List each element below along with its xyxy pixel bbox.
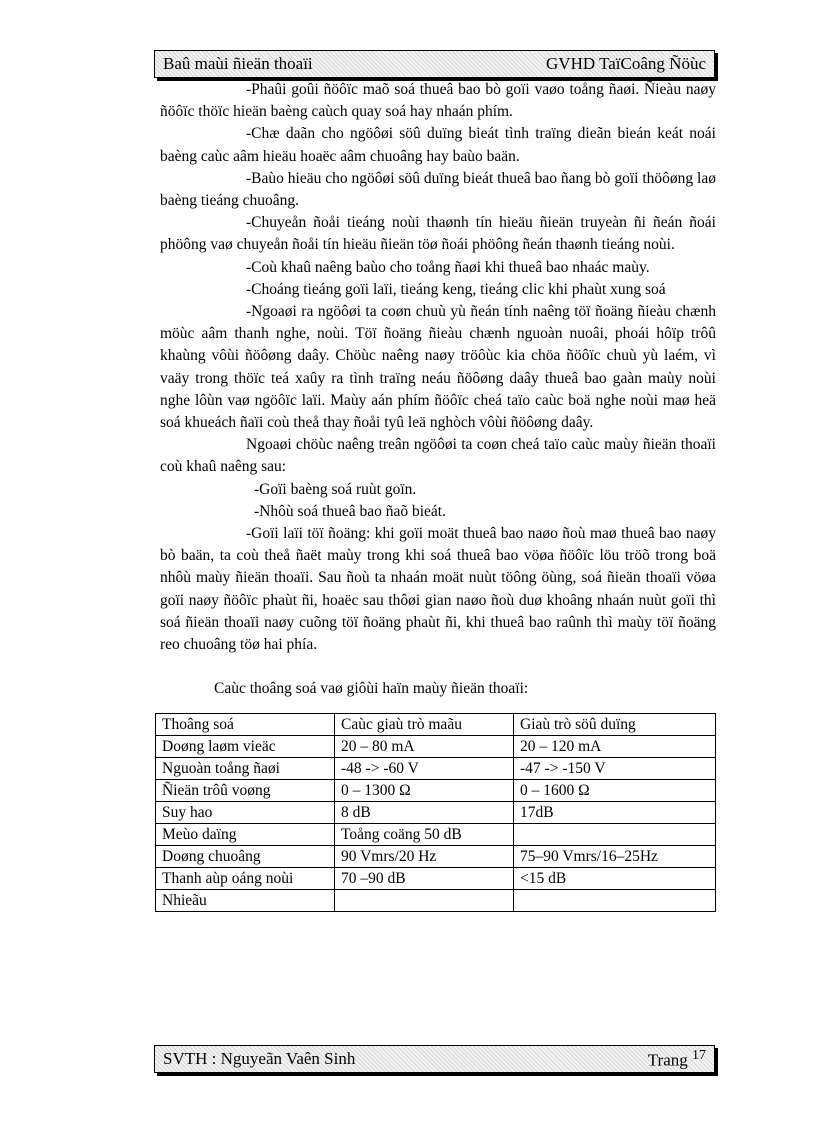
table-cell: 0 – 1300 Ω [335, 780, 514, 802]
table-cell: 17dB [514, 802, 716, 824]
table-cell: <15 dB [514, 868, 716, 890]
table-row [156, 824, 716, 846]
table-cell: Toång coäng 50 dB [335, 824, 514, 846]
paragraph: Ngoaøi chöùc naêng treân ngöôøi ta coøn cheá taïo caùc maùy ñieän thoaïi coù khaû naêng sau: [160, 436, 716, 476]
header-advisor: GVHD TaïCoâng Ñöùc [546, 54, 706, 73]
table-row [156, 868, 716, 890]
page-number [648, 1048, 706, 1071]
table-cell: 20 – 120 mA [514, 736, 716, 758]
header-title: Baû maùi ñieän thoaïi [163, 54, 313, 73]
table-row [156, 890, 716, 912]
table-row [156, 780, 716, 802]
table-cell: 75–90 Vmrs/16–25Hz [514, 846, 716, 868]
paragraph: -Ngoaøi ra ngöôøi ta coøn chuù yù ñeán tính naêng töï ñoäng ñieàu chænh möùc aâm thanh nghe, noùi. Töï ñoäng ñieàu chænh nguoàn nuoâi, phoái hôïp trôû khaùng vôùi ñöôøng daây. Chöùc naêng naøy tröôùc kia chöa ñöôïc chuù yù laém, vì vaäy trong thöïc teá xaûy ra tình traïng neáu ñöôøng daây thueâ bao gaàn maùy noùi nghe lôùn vaø ngöôïc laïi. Maùy aán phím ñöôïc cheá taïo caùc boä nghe noùi maø heä soá khueách ñaïi coù theå thay ñoåi tyû leä nghòch vôùi ñöôøng daây. [160, 303, 716, 432]
table-cell: -48 -> -60 V [335, 758, 514, 780]
table-cell: Nhieãu [156, 890, 335, 912]
table-cell [514, 824, 716, 846]
table-cell: 90 Vmrs/20 Hz [335, 846, 514, 868]
paragraph: -Phaûi goûi ñöôïc maõ soá thueâ bao bò goïi vaøo toång ñaøi. Ñieàu naøy ñöôïc thöïc hieän baèng caùch quay soá hay nhaán phím. [160, 81, 716, 121]
table-row [156, 758, 716, 780]
table-header-cell: Caùc giaù trò maãu [335, 714, 514, 736]
page-footer [154, 1045, 715, 1073]
table-cell: 0 – 1600 Ω [514, 780, 716, 802]
table-cell: Nguoàn toång ñaøi [156, 758, 335, 780]
spacer [160, 656, 716, 678]
page-number-value: 17 [692, 1047, 706, 1063]
body-text [160, 79, 716, 700]
table-cell [335, 890, 514, 912]
paragraph: -Choáng tieáng goïi laïi, tieáng keng, tieáng clic khi phaùt xung soá [246, 280, 666, 298]
table-header-cell: Giaù trò söû duïng [514, 714, 716, 736]
paragraph: -Coù khaû naêng baùo cho toång ñaøi khi thueâ bao nhaác maùy. [246, 258, 650, 276]
paragraph: -Chæ daãn cho ngöôøi söû duïng bieát tình traïng dieãn bieán keát noái baèng caùc aâm hieäu hoaëc aâm chuoâng hay baùo baän. [160, 125, 716, 165]
table-cell: Doøng laøm vieäc [156, 736, 335, 758]
table-cell: 70 –90 dB [335, 868, 514, 890]
page-label: Trang [647, 1050, 688, 1070]
table-row [156, 846, 716, 868]
footer-author: SVTH : Nguyeãn Vaên Sinh [163, 1049, 356, 1068]
table-cell [514, 890, 716, 912]
table-row [156, 802, 716, 824]
table-cell: Suy hao [156, 802, 335, 824]
paragraph: -Goïi laïi töï ñoäng: khi goïi moät thueâ bao naøo ñoù maø thueâ bao naøy bò baän, ta coù theå ñaët maùy trong khi soá thueâ bao vöøa ñöôïc löu tröõ trong boä nhôù maùy ñieän thoaïi. Sau ñoù ta nhaán moät nuùt töông öùng, soá ñieän thoaïi vöøa goïi naøy ñöôïc phaùt ñi, hoaëc sau thôøi gian naøo ñoù duø khoâng nhaán nuùt goïi thì soá ñieän thoaïi naøy cuõng töï ñoäng phaùt ñi, khi thueâ bao raûnh thì maùy töï ñoäng reo chuoâng töø hai phía. [160, 525, 716, 654]
table-cell: 20 – 80 mA [335, 736, 514, 758]
spec-table [155, 713, 716, 912]
table-cell: 8 dB [335, 802, 514, 824]
table-cell: Thanh aùp oáng noùi [156, 868, 335, 890]
table-cell: -47 -> -150 V [514, 758, 716, 780]
table-caption: Caùc thoâng soá vaø giôùi haïn maùy ñieän thoaïi: [214, 680, 529, 698]
paragraph: -Baùo hieäu cho ngöôøi söû duïng bieát thueâ bao ñang bò goïi thöôøng laø baèng tieáng chuoâng. [160, 169, 716, 210]
table-header-cell: Thoâng soá [156, 714, 335, 736]
page-header [154, 50, 715, 78]
paragraph: -Nhôù soá thueâ bao ñaõ bieát. [254, 502, 446, 520]
table-row [156, 736, 716, 758]
table-cell: Doøng chuoâng [156, 846, 335, 868]
table-cell: Ñieän trôû voøng [156, 780, 335, 802]
table-cell: Meùo daïng [156, 824, 335, 846]
paragraph: -Chuyeån ñoåi tieáng noùi thaønh tín hieäu ñieän truyeàn ñi ñeán ñoái phöông vaø chuyeån ñoåi tín hieäu ñieän töø ñoái phöông ñeán thaønh tieáng noùi. [160, 214, 716, 254]
table-header-row [156, 714, 716, 736]
paragraph: -Goïi baèng soá ruùt goïn. [254, 480, 417, 498]
